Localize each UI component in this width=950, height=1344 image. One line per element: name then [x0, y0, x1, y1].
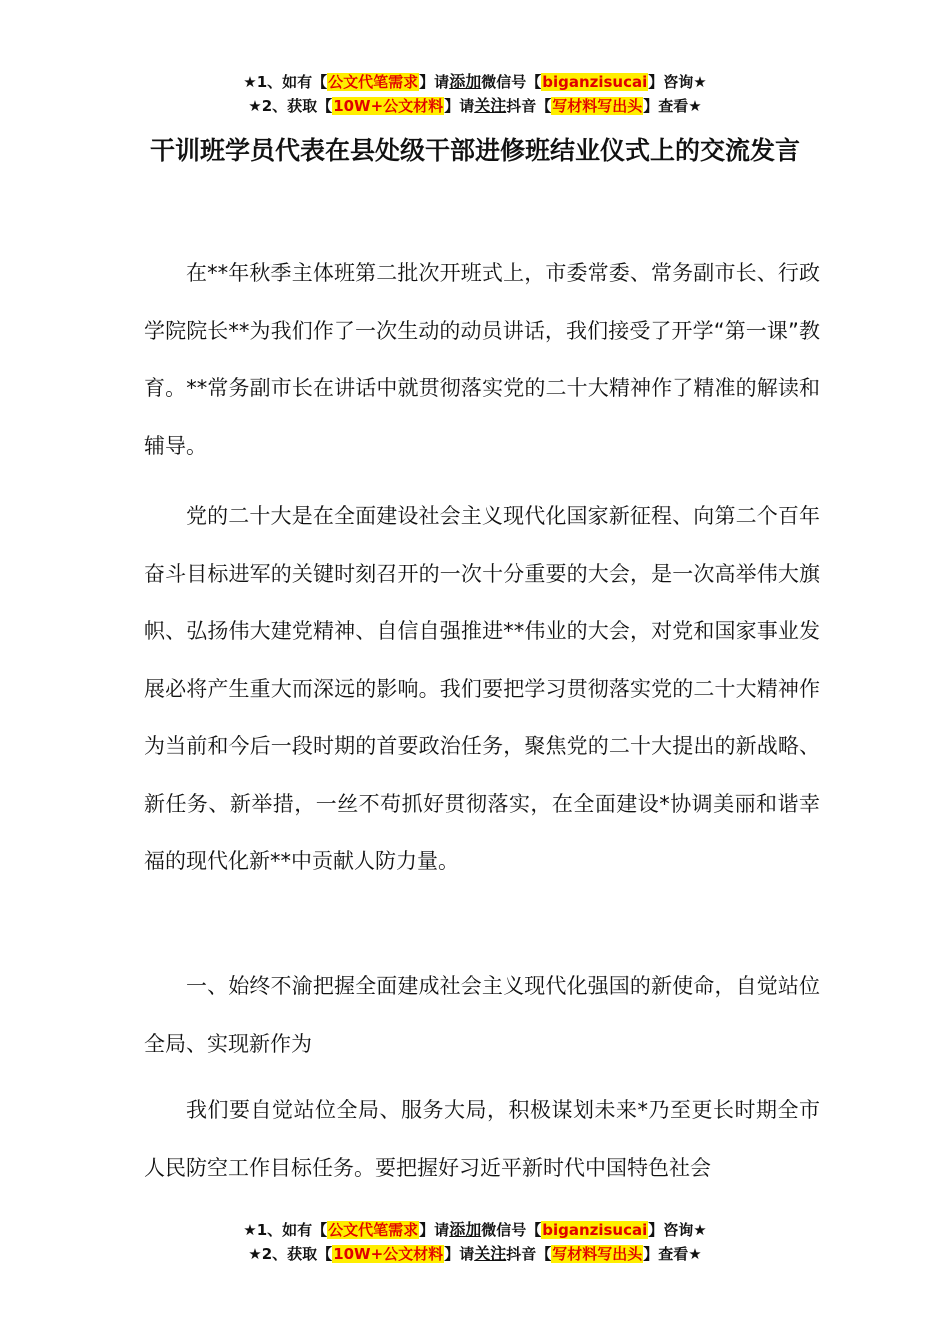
banner-douyin-name: 写材料写出头	[552, 97, 643, 115]
footer-banner	[0, 1218, 950, 1266]
paragraph-1: 在**年秋季主体班第二批次开班式上，市委常委、常务副市长、行政学院院长**为我们作了一次生动的动员讲话，我们接受了开学“第一课”教育。**常务副市长在讲话中就贯彻落实党的二十大精神作了精准的解读和辅导。	[144, 261, 820, 458]
banner-line-1	[0, 70, 950, 94]
banner-text: ★2、获取【	[248, 97, 333, 115]
banner-text: 】请	[419, 1221, 450, 1239]
banner-line-2	[0, 94, 950, 118]
document-title: 干训班学员代表在县处级干部进修班结业仪式上的交流发言	[149, 136, 800, 165]
banner-text: 微信号【	[481, 73, 542, 91]
paragraph-2: 党的二十大是在全面建设社会主义现代化国家新征程、向第二个百年奋斗目标进军的关键时刻召开的一次十分重要的大会，是一次高举伟大旗帜、弘扬伟大建党精神、自信自强推进**伟业的大会，对党和国家事业发展必将产生重大而深远的影响。我们要把学习贯彻落实党的二十大精神作为当前和今后一段时期的首要政治任务，聚焦党的二十大提出的新战略、新任务、新举措，一丝不苟抓好贯彻落实，在全面建设*协调美丽和谐幸福的现代化新**中贡献人防力量。	[144, 504, 820, 873]
banner-highlight: 10W+公文材料	[333, 1245, 444, 1263]
banner-text: 】请	[444, 1245, 475, 1263]
header-banner	[0, 70, 950, 118]
banner-text: 抖音【	[506, 1245, 552, 1263]
banner-text: 】咨询★	[648, 1221, 707, 1239]
banner-highlight: 10W+公文材料	[333, 97, 444, 115]
banner-line-2	[0, 1242, 950, 1266]
banner-emphasis: 关注	[474, 1244, 507, 1263]
banner-wechat-id: biganzisucai	[542, 73, 648, 91]
banner-emphasis: 添加	[449, 72, 482, 91]
banner-wechat-id: biganzisucai	[542, 1221, 648, 1239]
banner-text: 】请	[419, 73, 450, 91]
banner-text: 】请	[444, 97, 475, 115]
banner-emphasis: 关注	[474, 96, 507, 115]
banner-text: 】查看★	[643, 1245, 702, 1263]
banner-text: 】查看★	[643, 97, 702, 115]
banner-text: ★1、如有【	[243, 73, 328, 91]
banner-text: ★1、如有【	[243, 1221, 328, 1239]
banner-highlight: 公文代笔需求	[328, 73, 419, 91]
banner-line-1	[0, 1218, 950, 1242]
banner-text: ★2、获取【	[248, 1245, 333, 1263]
banner-text: 抖音【	[506, 97, 552, 115]
banner-douyin-name: 写材料写出头	[552, 1245, 643, 1263]
section-heading-1: 一、始终不渝把握全面建成社会主义现代化强国的新使命，自觉站位全局、实现新作为	[144, 974, 820, 1056]
banner-highlight: 公文代笔需求	[328, 1221, 419, 1239]
paragraph-3: 我们要自觉站位全局、服务大局，积极谋划未来*乃至更长时期全市人民防空工作目标任务。要把握好习近平新时代中国特色社会	[144, 1098, 820, 1180]
banner-text: 】咨询★	[648, 73, 707, 91]
banner-emphasis: 添加	[449, 1220, 482, 1239]
banner-text: 微信号【	[481, 1221, 542, 1239]
